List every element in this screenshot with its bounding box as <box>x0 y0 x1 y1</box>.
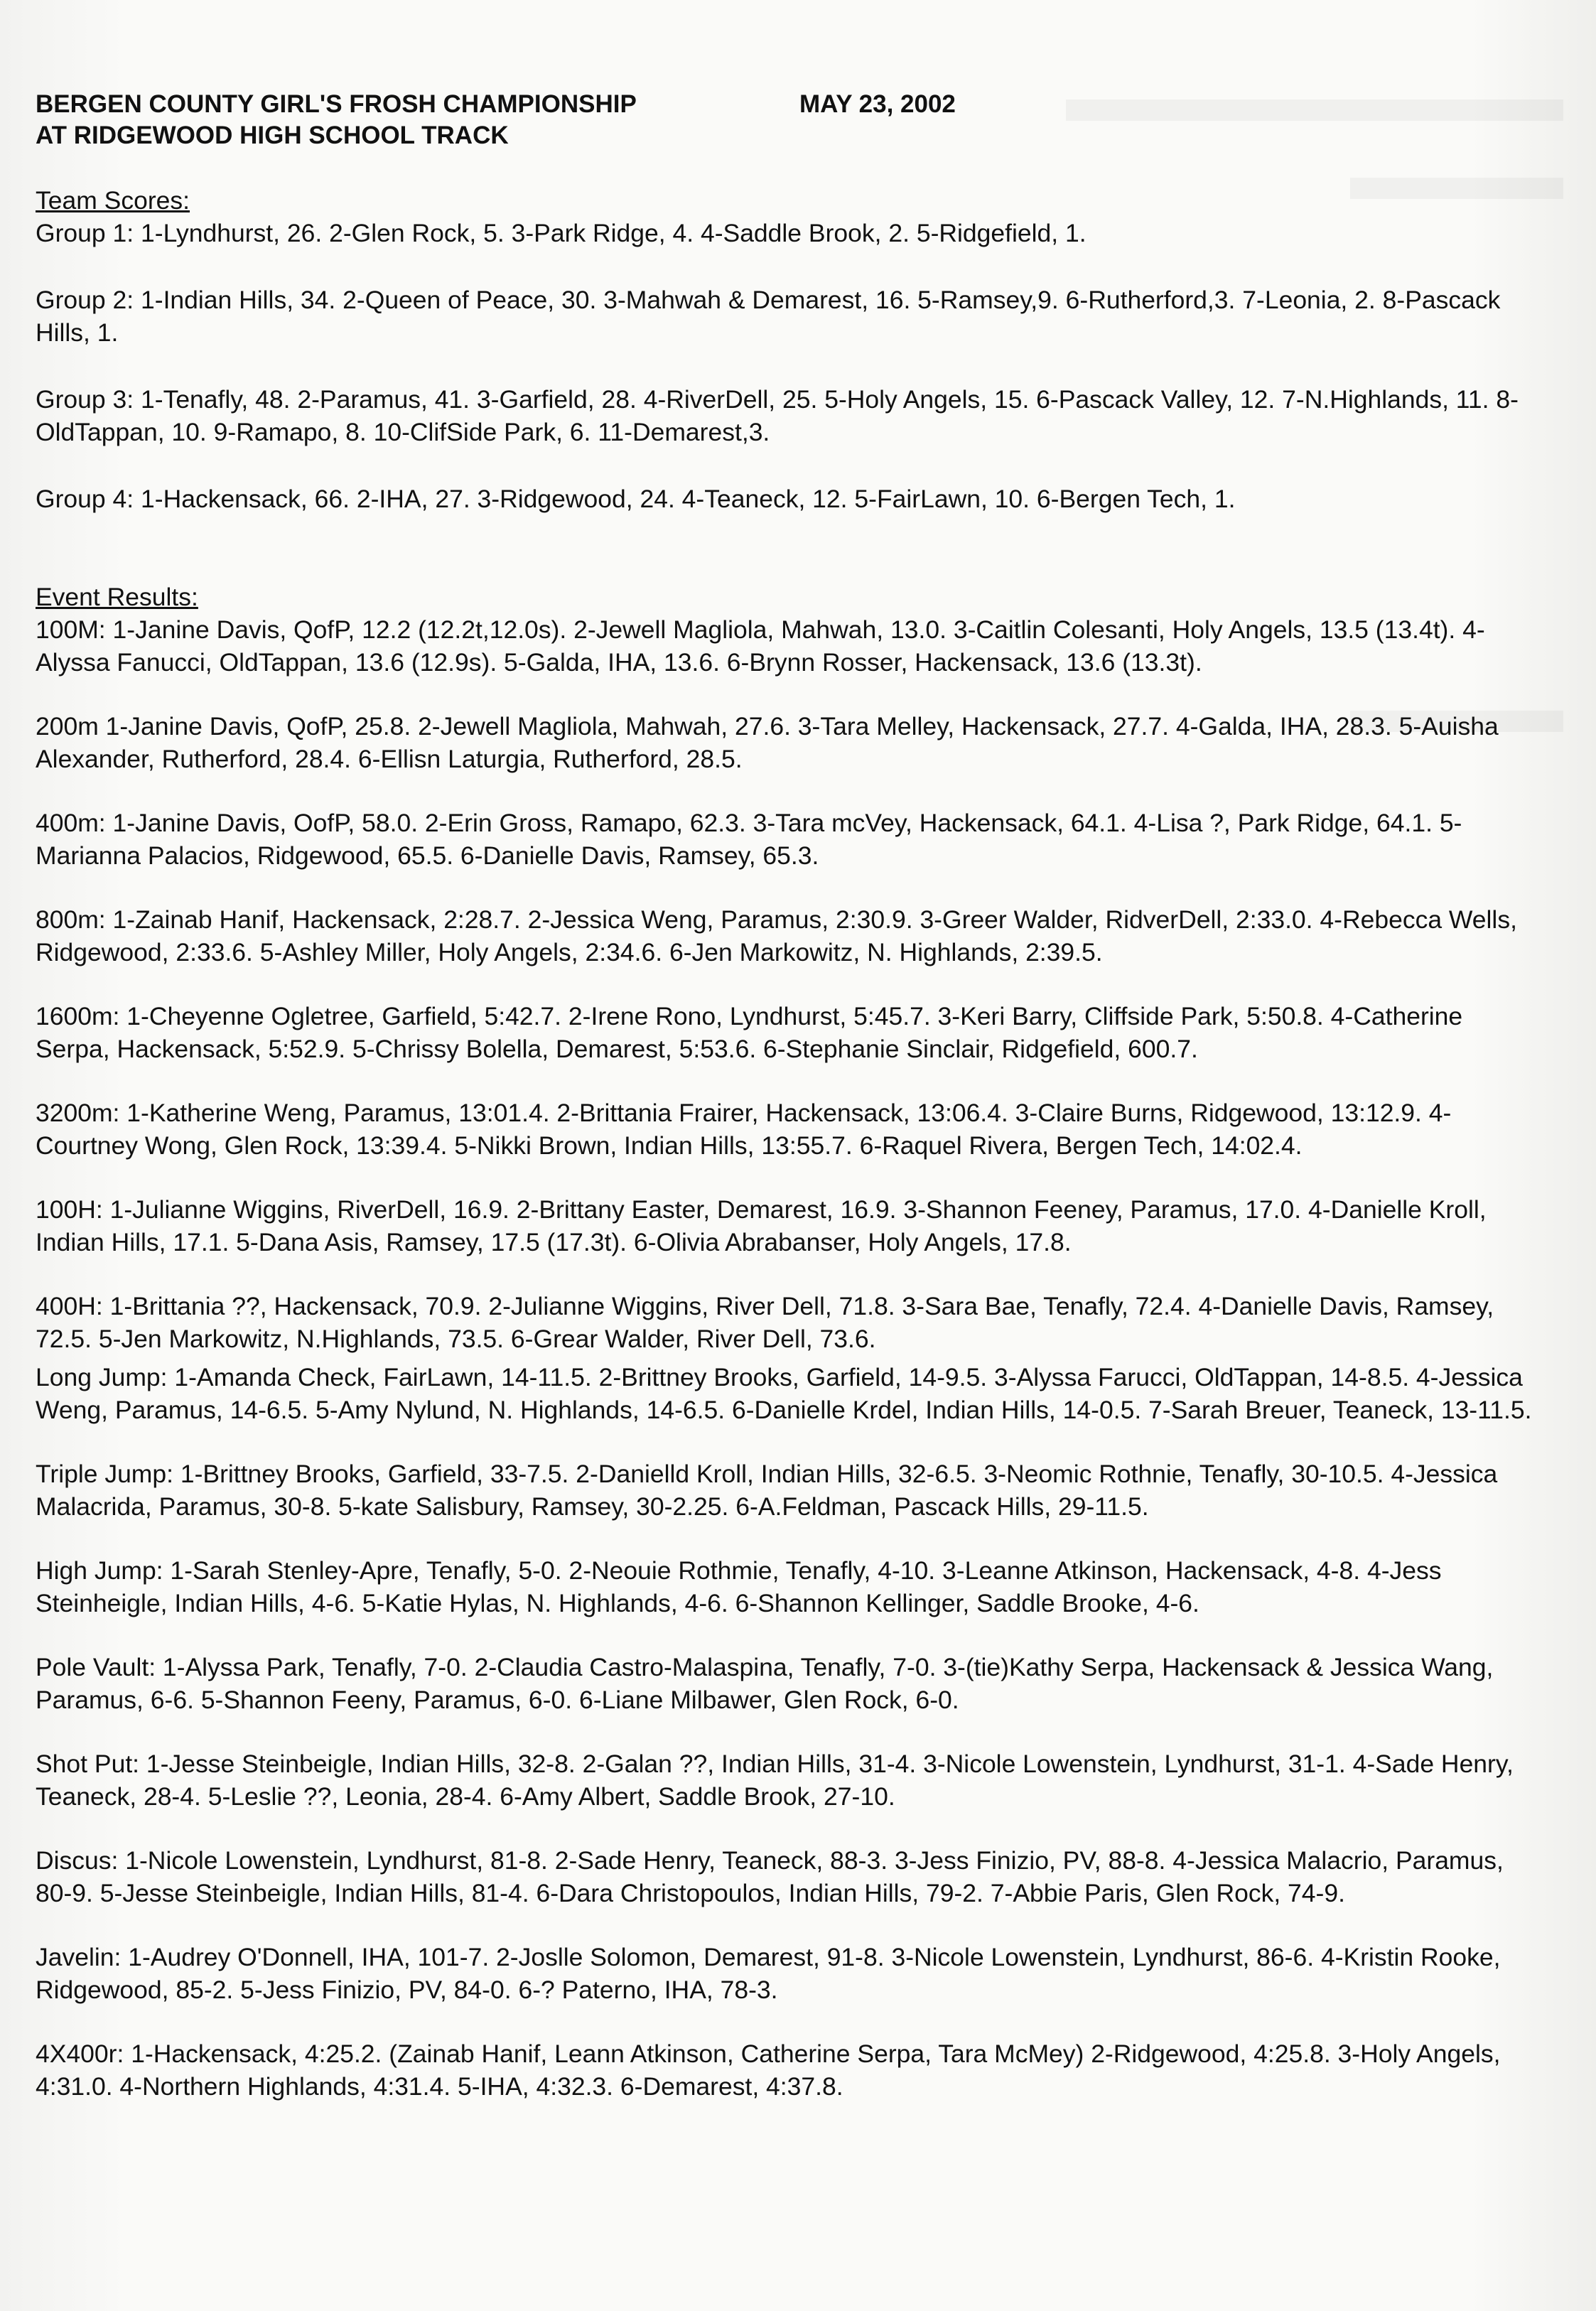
event-result-discus: Discus: 1-Nicole Lowenstein, Lyndhurst, 81-8. 2-Sade Henry, Teaneck, 88-3. 3-Jess Finizio, PV, 88-8. 4-Jessica Malacrio, Paramus, 80-9. 5-Jesse Steinbeigle, Indian Hills, 81-4. 6-Dara Christopoulos, Indian Hills, 79-2. 7-Abbie Paris, Glen Rock, 74-9. <box>36 1846 1504 1907</box>
document-title: BERGEN COUNTY GIRL'S FROSH CHAMPIONSHIP <box>36 90 637 118</box>
document-header <box>36 89 1542 151</box>
event-result-4x400r: 4X400r: 1-Hackensack, 4:25.2. (Zainab Hanif, Leann Atkinson, Catherine Serpa, Tara McMey) 2-Ridgewood, 4:25.8. 3-Holy Angels, 4:31.0. 4-Northern Highlands, 4:31.4. 5-IHA, 4:32.3. 6-Demarest, 4:37.8. <box>36 2040 1501 2101</box>
event-result-shot-put: Shot Put: 1-Jesse Steinbeigle, Indian Hills, 32-8. 2-Galan ??, Indian Hills, 31-4. 3-Nicole Lowenstein, Lyndhurst, 31-1. 4-Sade Henry, Teaneck, 28-4. 5-Leslie ??, Leonia, 28-4. 6-Amy Albert, Saddle Brook, 27-10. <box>36 1750 1514 1811</box>
document-date: MAY 23, 2002 <box>799 90 956 118</box>
event-result-pole-vault: Pole Vault: 1-Alyssa Park, Tenafly, 7-0. 2-Claudia Castro-Malaspina, Tenafly, 7-0. 3-(tie)Kathy Serpa, Hackensack & Jessica Wang, Paramus, 6-6. 5-Shannon Feeny, Paramus, 6-0. 6-Liane Milbawer, Glen Rock, 6-0. <box>36 1653 1494 1714</box>
document-body <box>36 89 1542 2103</box>
event-result-100m: 100M: 1-Janine Davis, QofP, 12.2 (12.2t,12.0s). 2-Jewell Magliola, Mahwah, 13.0. 3-Caitlin Colesanti, Holy Angels, 13.5 (13.4t). 4-Alyssa Fanucci, OldTappan, 13.6 (12.9s). 5-Galda, IHA, 13.6. 6-Brynn Rosser, Hackensack, 13.6 (13.3t). <box>36 615 1485 677</box>
event-result-100h: 100H: 1-Julianne Wiggins, RiverDell, 16.9. 2-Brittany Easter, Demarest, 16.9. 3-Shannon Feeney, Paramus, 17.0. 4-Danielle Kroll, Indian Hills, 17.1. 5-Dana Asis, Ramsey, 17.5 (17.3t). 6-Olivia Abrabanser, Holy Angels, 17.8. <box>36 1195 1487 1256</box>
event-result-400h: 400H: 1-Brittania ??, Hackensack, 70.9. 2-Julianne Wiggins, River Dell, 71.8. 3-Sara Bae, Tenafly, 72.4. 4-Danielle Davis, Ramsey, 72.5. 5-Jen Markowitz, N.Highlands, 73.5. 6-Grear Walder, River Dell, 73.6. <box>36 1292 1494 1353</box>
event-result-400m: 400m: 1-Janine Davis, OofP, 58.0. 2-Erin Gross, Ramapo, 62.3. 3-Tara mcVey, Hackensack, 64.1. 4-Lisa ?, Park Ridge, 64.1. 5-Marianna Palacios, Ridgewood, 65.5. 6-Danielle Davis, Ramsey, 65.3. <box>36 809 1462 870</box>
event-result-long-jump: Long Jump: 1-Amanda Check, FairLawn, 14-11.5. 2-Brittney Brooks, Garfield, 14-9.5. 3-Alyssa Farucci, OldTappan, 14-8.5. 4-Jessica Weng, Paramus, 14-6.5. 5-Amy Nylund, N. Highlands, 14-6.5. 6-Danielle Krdel, Indian Hills, 14-0.5. 7-Sarah Breuer, Teaneck, 13-11.5. <box>36 1363 1532 1424</box>
team-score-group-3: Group 3: 1-Tenafly, 48. 2-Paramus, 41. 3-Garfield, 28. 4-RiverDell, 25. 5-Holy Angels, 15. 6-Pascack Valley, 12. 7-N.Highlands, 11. 8-OldTappan, 10. 9-Ramapo, 8. 10-ClifSide Park, 6. 11-Demarest,3. <box>36 385 1519 446</box>
event-result-triple-jump: Triple Jump: 1-Brittney Brooks, Garfield, 33-7.5. 2-Danielld Kroll, Indian Hills, 32-6.5. 3-Neomic Rothnie, Tenafly, 30-10.5. 4-Jessica Malacrida, Paramus, 30-8. 5-kate Salisbury, Ramsey, 30-2.25. 6-A.Feldman, Pascack Hills, 29-11.5. <box>36 1460 1498 1521</box>
event-results-label: Event Results: <box>36 583 198 611</box>
team-score-group-4: Group 4: 1-Hackensack, 66. 2-IHA, 27. 3-Ridgewood, 24. 4-Teaneck, 12. 5-FairLawn, 10. 6-Bergen Tech, 1. <box>36 485 1236 513</box>
event-result-800m: 800m: 1-Zainab Hanif, Hackensack, 2:28.7. 2-Jessica Weng, Paramus, 2:30.9. 3-Greer Walder, RidverDell, 2:33.0. 4-Rebecca Wells, Ridgewood, 2:33.6. 5-Ashley Miller, Holy Angels, 2:34.6. 6-Jen Markowitz, N. Highlands, 2:39.5. <box>36 905 1517 966</box>
team-score-group-1: Group 1: 1-Lyndhurst, 26. 2-Glen Rock, 5. 3-Park Ridge, 4. 4-Saddle Brook, 2. 5-Ridgefield, 1. <box>36 219 1087 247</box>
event-result-javelin: Javelin: 1-Audrey O'Donnell, IHA, 101-7. 2-Joslle Solomon, Demarest, 91-8. 3-Nicole Lowenstein, Lyndhurst, 86-6. 4-Kristin Rooke, Ridgewood, 85-2. 5-Jess Finizio, PV, 84-0. 6-? Paterno, IHA, 78-3. <box>36 1943 1501 2004</box>
team-scores-label: Team Scores: <box>36 186 190 215</box>
document-location: AT RIDGEWOOD HIGH SCHOOL TRACK <box>36 122 509 149</box>
event-result-200m: 200m 1-Janine Davis, QofP, 25.8. 2-Jewell Magliola, Mahwah, 27.6. 3-Tara Melley, Hackensack, 27.7. 4-Galda, IHA, 28.3. 5-Auisha Alexander, Rutherford, 28.4. 6-Ellisn Laturgia, Rutherford, 28.5. <box>36 712 1499 773</box>
event-result-3200m: 3200m: 1-Katherine Weng, Paramus, 13:01.4. 2-Brittania Frairer, Hackensack, 13:06.4. 3-Claire Burns, Ridgewood, 13:12.9. 4-Courtney Wong, Glen Rock, 13:39.4. 5-Nikki Brown, Indian Hills, 13:55.7. 6-Raquel Rivera, Bergen Tech, 14:02.4. <box>36 1099 1452 1160</box>
event-result-1600m: 1600m: 1-Cheyenne Ogletree, Garfield, 5:42.7. 2-Irene Rono, Lyndhurst, 5:45.7. 3-Keri Barry, Cliffside Park, 5:50.8. 4-Catherine Serpa, Hackensack, 5:52.9. 5-Chrissy Bolella, Demarest, 5:53.6. 6-Stephanie Sinclair, Ridgefield, 600.7. <box>36 1002 1463 1063</box>
team-score-group-2: Group 2: 1-Indian Hills, 34. 2-Queen of Peace, 30. 3-Mahwah & Demarest, 16. 5-Ramsey,9. 6-Rutherford,3. 7-Leonia, 2. 8-Pascack Hills, 1. <box>36 286 1501 347</box>
event-result-high-jump: High Jump: 1-Sarah Stenley-Apre, Tenafly, 5-0. 2-Neouie Rothmie, Tenafly, 4-10. 3-Leanne Atkinson, Hackensack, 4-8. 4-Jess Steinheigle, Indian Hills, 4-6. 5-Katie Hylas, N. Highlands, 4-6. 6-Shannon Kellinger, Saddle Brooke, 4-6. <box>36 1556 1442 1617</box>
